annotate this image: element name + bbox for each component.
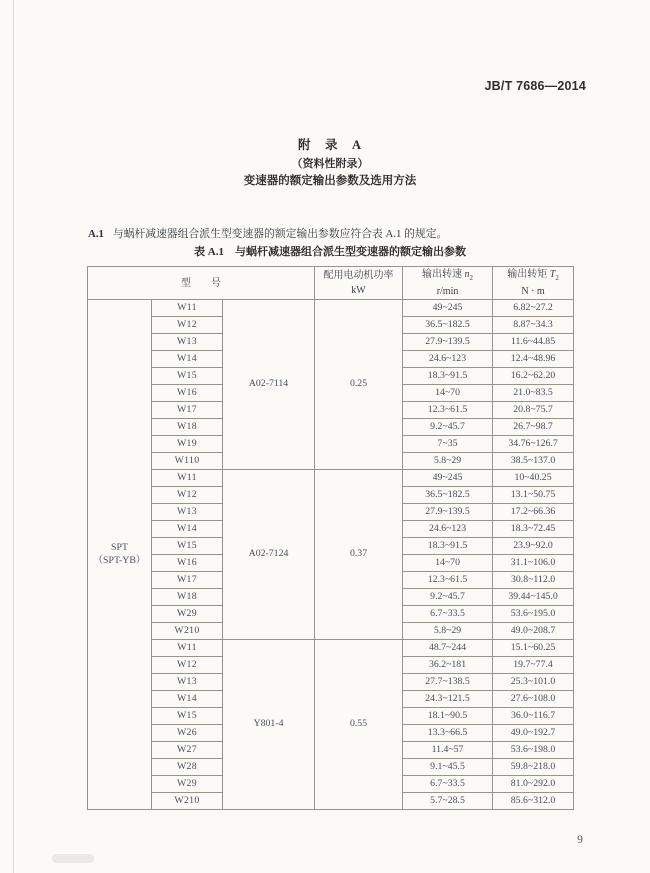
series-cell: SPT （SPT-YB） (88, 300, 152, 810)
col-header-power: 配用电动机功率 kW (315, 267, 403, 300)
torque-cell: 17.2~66.36 (493, 504, 574, 521)
model-cell: W14 (152, 521, 223, 538)
speed-cell: 7~35 (403, 436, 493, 453)
model-cell: W28 (152, 759, 223, 776)
torque-cell: 16.2~62.20 (493, 368, 574, 385)
motor-cell: A02-7114 (223, 300, 315, 470)
speed-cell: 12.3~61.5 (403, 402, 493, 419)
model-cell: W11 (152, 470, 223, 487)
torque-cell: 23.9~92.0 (493, 538, 574, 555)
torque-cell: 30.8~112.0 (493, 572, 574, 589)
speed-cell: 36.2~181 (403, 657, 493, 674)
speed-cell: 12.3~61.5 (403, 572, 493, 589)
speed-cell: 49~245 (403, 470, 493, 487)
appendix-label: 附 录 A (297, 138, 363, 152)
speed-cell: 27.9~139.5 (403, 504, 493, 521)
speed-cell: 36.5~182.5 (403, 487, 493, 504)
power-cell: 0.25 (315, 300, 403, 470)
model-cell: W12 (152, 317, 223, 334)
model-cell: W15 (152, 538, 223, 555)
torque-cell: 53.6~195.0 (493, 606, 574, 623)
col-header-model: 型 号 (88, 267, 315, 300)
model-cell: W17 (152, 402, 223, 419)
appendix-type: （资料性附录） (291, 158, 369, 170)
table-row (88, 300, 574, 317)
torque-cell: 27.6~108.0 (493, 691, 574, 708)
table-body (88, 300, 574, 810)
speed-cell: 9.1~45.5 (403, 759, 493, 776)
model-cell: W26 (152, 725, 223, 742)
power-cell: 0.55 (315, 640, 403, 810)
model-cell: W13 (152, 674, 223, 691)
scan-smudge (52, 854, 94, 863)
torque-cell: 6.82~27.2 (493, 300, 574, 317)
speed-cell: 48.7~244 (403, 640, 493, 657)
motor-cell: A02-7124 (223, 470, 315, 640)
speed-cell: 24.6~123 (403, 351, 493, 368)
torque-cell: 36.0~116.7 (493, 708, 574, 725)
torque-cell: 15.1~60.25 (493, 640, 574, 657)
torque-cell: 49.0~192.7 (493, 725, 574, 742)
torque-cell: 19.7~77.4 (493, 657, 574, 674)
clause-a1 (88, 226, 574, 241)
torque-cell: 26.7~98.7 (493, 419, 574, 436)
model-cell: W14 (152, 351, 223, 368)
torque-cell: 59.8~218.0 (493, 759, 574, 776)
model-cell: W13 (152, 334, 223, 351)
table-caption: 表 A.1 与蜗杆减速器组合派生型变速器的额定输出参数 (194, 246, 466, 258)
torque-cell: 31.1~106.0 (493, 555, 574, 572)
header-row (88, 267, 574, 300)
speed-cell: 49~245 (403, 300, 493, 317)
torque-cell: 12.4~48.96 (493, 351, 574, 368)
scan-edge-line (13, 0, 14, 873)
model-cell: W16 (152, 555, 223, 572)
page-number: 9 (577, 834, 583, 846)
model-cell: W210 (152, 793, 223, 810)
clause-number: A.1 (88, 227, 104, 240)
speed-cell: 6.7~33.5 (403, 606, 493, 623)
appendix-title: 变速器的额定输出参数及选用方法 (243, 175, 417, 187)
model-cell: W11 (152, 640, 223, 657)
model-cell: W29 (152, 776, 223, 793)
torque-cell: 81.0~292.0 (493, 776, 574, 793)
model-cell: W210 (152, 623, 223, 640)
col-header-torque: 输出转矩 $T_2$ N · m (493, 267, 574, 300)
model-cell: W29 (152, 606, 223, 623)
torque-cell: 18.3~72.45 (493, 521, 574, 538)
rated-output-table (87, 266, 574, 810)
speed-cell: 18.1~90.5 (403, 708, 493, 725)
speed-cell: 24.6~123 (403, 521, 493, 538)
speed-cell: 36.5~182.5 (403, 317, 493, 334)
speed-cell: 5.8~29 (403, 453, 493, 470)
col-header-speed: 输出转速 $n_2$ r/min (403, 267, 493, 300)
torque-cell: 11.6~44.85 (493, 334, 574, 351)
speed-cell: 14~70 (403, 555, 493, 572)
model-cell: W17 (152, 572, 223, 589)
speed-cell: 9.2~45.7 (403, 589, 493, 606)
speed-cell: 6.7~33.5 (403, 776, 493, 793)
model-cell: W18 (152, 589, 223, 606)
clause-text: 与蜗杆减速器组合派生型变速器的额定输出参数应符合表 A.1 的规定。 (112, 227, 448, 240)
torque-cell: 39.44~145.0 (493, 589, 574, 606)
model-cell: W14 (152, 691, 223, 708)
model-cell: W15 (152, 368, 223, 385)
torque-cell: 13.1~50.75 (493, 487, 574, 504)
torque-cell: 53.6~198.0 (493, 742, 574, 759)
standard-code: JB/T 7686—2014 (484, 79, 586, 93)
model-cell: W18 (152, 419, 223, 436)
model-cell: W19 (152, 436, 223, 453)
table-row (88, 640, 574, 657)
speed-cell: 18.3~91.5 (403, 368, 493, 385)
torque-cell: 38.5~137.0 (493, 453, 574, 470)
speed-cell: 13.3~66.5 (403, 725, 493, 742)
model-cell: W11 (152, 300, 223, 317)
speed-cell: 14~70 (403, 385, 493, 402)
torque-cell: 49.0~208.7 (493, 623, 574, 640)
speed-cell: 18.3~91.5 (403, 538, 493, 555)
torque-cell: 25.3~101.0 (493, 674, 574, 691)
torque-cell: 21.0~83.5 (493, 385, 574, 402)
model-cell: W15 (152, 708, 223, 725)
torque-cell: 20.8~75.7 (493, 402, 574, 419)
speed-cell: 27.7~138.5 (403, 674, 493, 691)
torque-cell: 85.6~312.0 (493, 793, 574, 810)
speed-cell: 5.7~28.5 (403, 793, 493, 810)
power-cell: 0.37 (315, 470, 403, 640)
speed-cell: 11.4~57 (403, 742, 493, 759)
speed-cell: 5.8~29 (403, 623, 493, 640)
speed-cell: 27.9~139.5 (403, 334, 493, 351)
model-cell: W12 (152, 657, 223, 674)
model-cell: W13 (152, 504, 223, 521)
model-cell: W16 (152, 385, 223, 402)
model-cell: W110 (152, 453, 223, 470)
motor-cell: Y801-4 (223, 640, 315, 810)
torque-cell: 34.76~126.7 (493, 436, 574, 453)
speed-cell: 9.2~45.7 (403, 419, 493, 436)
speed-cell: 24.3~121.5 (403, 691, 493, 708)
table-row (88, 470, 574, 487)
torque-cell: 10~40.25 (493, 470, 574, 487)
model-cell: W27 (152, 742, 223, 759)
torque-cell: 8.87~34.3 (493, 317, 574, 334)
table-head (88, 267, 574, 300)
model-cell: W12 (152, 487, 223, 504)
